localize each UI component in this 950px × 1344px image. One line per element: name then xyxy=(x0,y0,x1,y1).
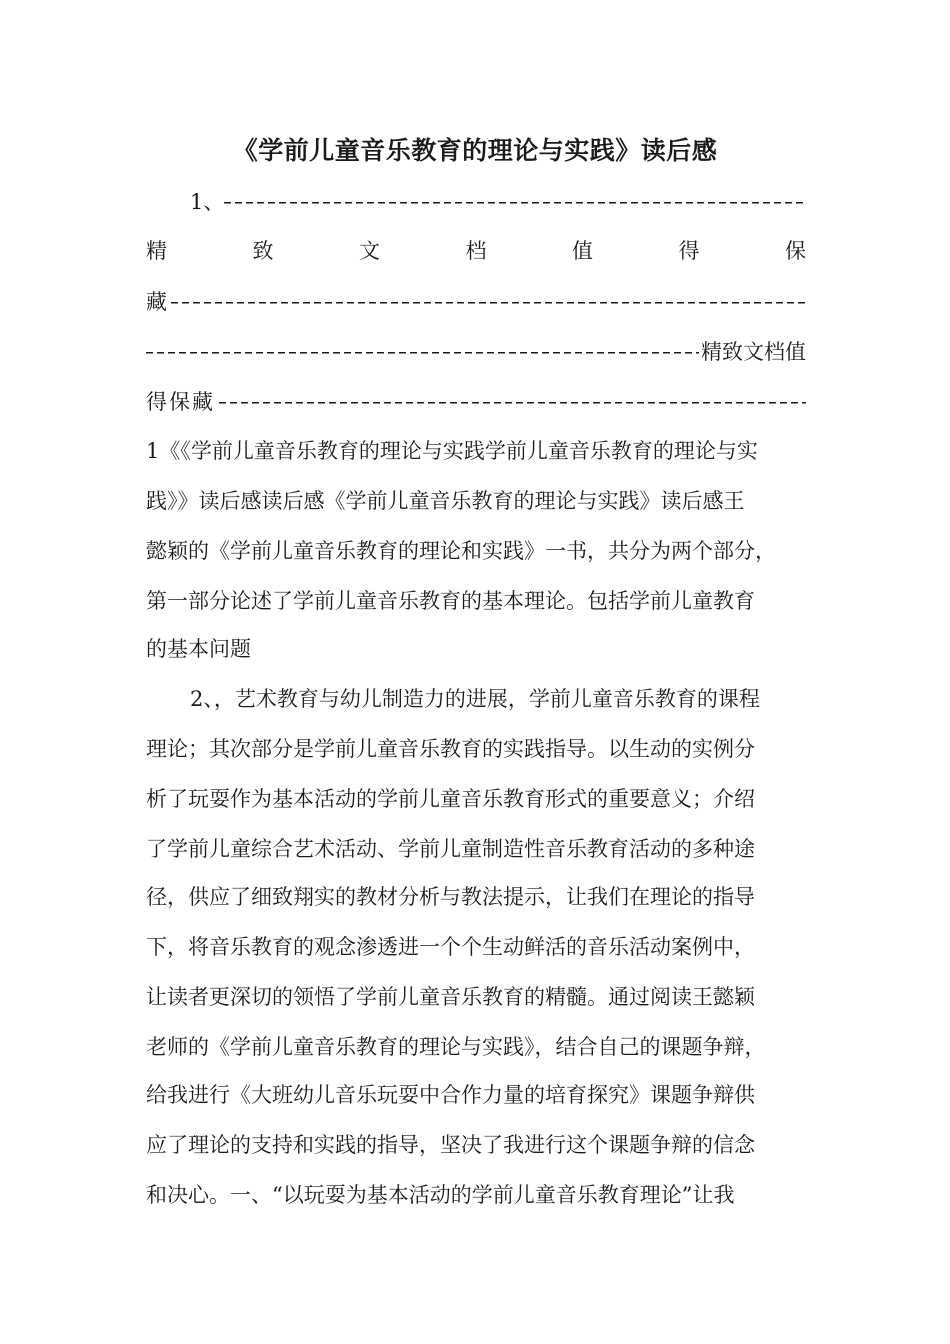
dash-separator xyxy=(146,337,699,367)
spread-char: 精 xyxy=(146,239,167,263)
paragraph-2-line: 和决心。一、“以玩耍为基本活动的学前儿童音乐教育理论”让我 xyxy=(146,1183,735,1207)
dash-head-line xyxy=(146,386,806,417)
paragraph-2-line: 2、，艺术教育与幼儿制造力的进展，学前儿童音乐教育的课程 xyxy=(190,687,760,711)
paragraph-2-line: 应了理论的支持和实践的指导，坚决了我进行这个课题争辩的信念 xyxy=(146,1133,755,1157)
line-head-text: 得保藏 xyxy=(146,389,215,414)
paragraph-2-line: 给我进行《大班幼儿音乐玩耍中合作力量的培育探究》课题争辩供 xyxy=(146,1083,755,1107)
item-1-header-line xyxy=(190,186,806,217)
line-tail-text: 精致文档值 xyxy=(701,339,806,364)
paragraph-2-line: 了学前儿童综合艺术活动、学前儿童制造性音乐教育活动的多种途 xyxy=(146,837,755,861)
paragraph-1-line: 践》》读后感读后感《学前儿童音乐教育的理论与实践》读后感王 xyxy=(146,489,745,513)
paragraph-1-line: 1《《学前儿童音乐教育的理论与实践学前儿童音乐教育的理论与实 xyxy=(146,439,758,463)
dash-separator xyxy=(219,387,806,417)
paragraph-2-line: 让读者更深切的领悟了学前儿童音乐教育的精髓。通过阅读王懿颖 xyxy=(146,985,755,1009)
paragraph-2-line: 径，供应了细致翔实的教材分析与教法提示，让我们在理论的指导 xyxy=(146,885,755,909)
item-1-number: 1、 xyxy=(190,189,225,214)
cang-char: 藏 xyxy=(146,289,167,314)
paragraph-1-line: 的基本问题 xyxy=(146,637,251,661)
spread-char: 得 xyxy=(678,239,700,263)
paragraph-2-line: 理论；其次部分是学前儿童音乐教育的实践指导。以生动的实例分 xyxy=(146,737,755,761)
spread-char: 值 xyxy=(572,239,593,263)
document-title: 《学前儿童音乐教育的理论与实践》读后感 xyxy=(232,136,718,165)
paragraph-1-line: 第一部分论述了学前儿童音乐教育的基本理论。包括学前儿童教育 xyxy=(146,589,755,613)
paragraph-2-line: 下，将音乐教育的观念渗透进一个个生动鲜活的音乐活动案例中， xyxy=(146,935,755,959)
paragraph-1-line: 懿颖的《学前儿童音乐教育的理论和实践》一书，共分为两个部分， xyxy=(146,539,776,563)
spread-char: 档 xyxy=(465,239,487,263)
paragraph-2-line: 析了玩耍作为基本活动的学前儿童音乐教育形式的重要意义；介绍 xyxy=(146,787,755,811)
paragraph-2-line: 老师的《学前儿童音乐教育的理论与实践》，结合自己的课题争辩， xyxy=(146,1035,766,1059)
cang-dash-line xyxy=(146,286,806,317)
spread-char: 致 xyxy=(252,239,274,263)
spread-char: 文 xyxy=(359,239,380,263)
dash-separator xyxy=(171,287,806,317)
spread-char: 保 xyxy=(785,239,806,263)
dash-tail-line xyxy=(146,336,806,367)
dash-separator xyxy=(224,187,806,217)
spread-text-line xyxy=(146,236,806,266)
